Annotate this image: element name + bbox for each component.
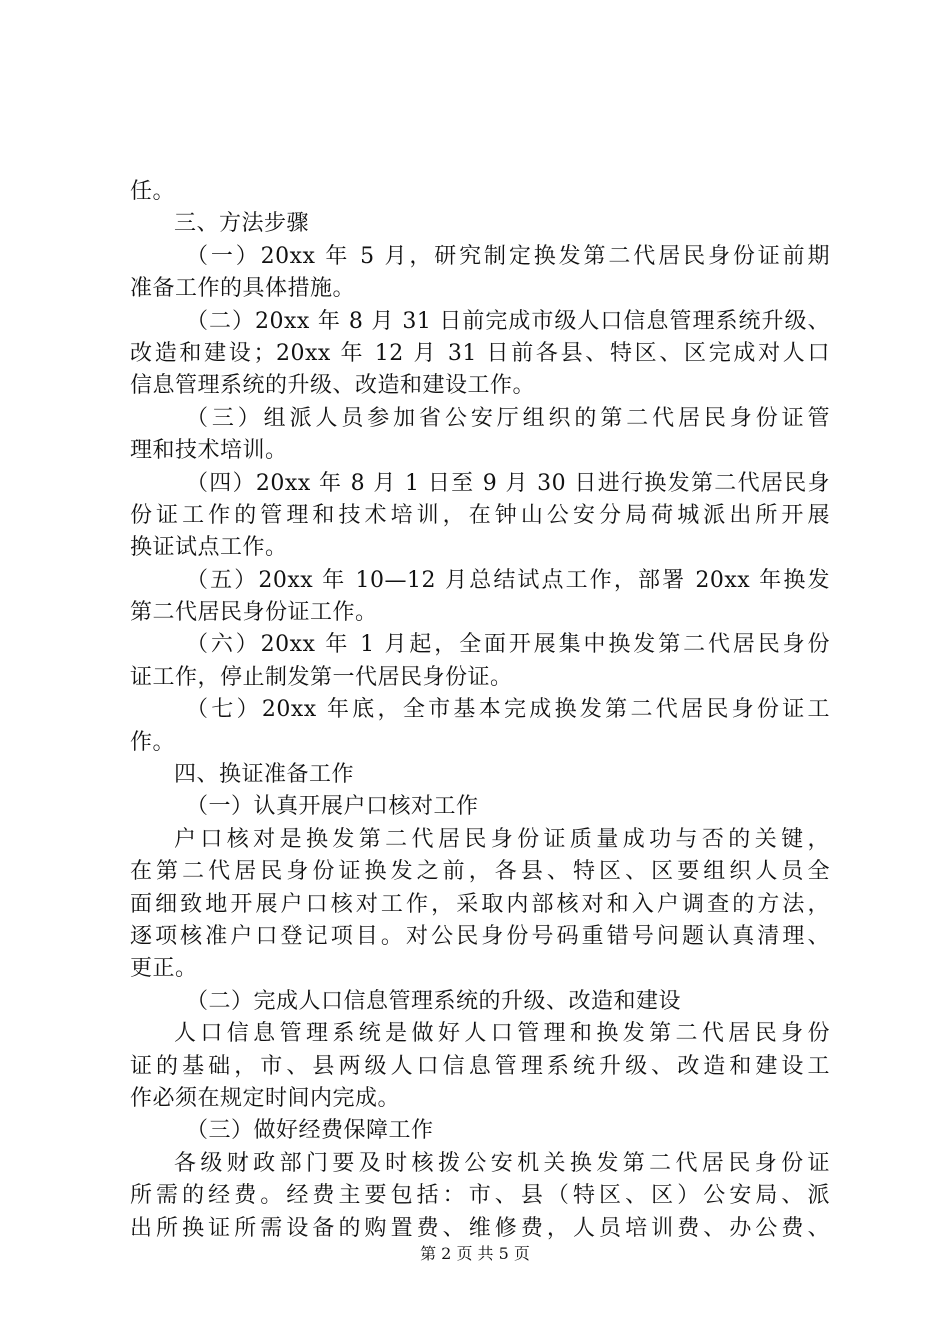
text-line: 各级财政部门要及时核拨公安机关换发第二代居民身份证: [174, 1150, 830, 1176]
text-line: （三）组派人员参加省公安厅组织的第二代居民身份证管: [186, 405, 830, 431]
text-line: 份证工作的管理和技术培训，在钟山公安分局荷城派出所开展: [130, 502, 830, 528]
document-body: [130, 176, 830, 1245]
text-line: （七）20xx 年底，全市基本完成换发第二代居民身份证工: [186, 697, 830, 723]
text-line: 作。: [130, 729, 176, 755]
text-line: 面细致地开展户口核对工作，采取内部核对和入户调查的方法，: [130, 891, 830, 917]
text-line: （一）认真开展户口核对工作: [186, 794, 479, 820]
text-line: 信息管理系统的升级、改造和建设工作。: [130, 373, 536, 399]
text-line: （二）20xx 年 8 月 31 日前完成市级人口信息管理系统升级、: [186, 308, 830, 334]
text-line: 四、换证准备工作: [174, 762, 355, 788]
text-line: （四）20xx 年 8 月 1 日至 9 月 30 日进行换发第二代居民身: [186, 470, 830, 496]
page-footer: 第 2 页 共 5 页: [420, 1244, 530, 1263]
text-line: 户口核对是换发第二代居民身份证质量成功与否的关键，: [174, 826, 830, 852]
text-line: （三）做好经费保障工作: [186, 1118, 434, 1144]
text-line: 准备工作的具体措施。: [130, 276, 356, 302]
text-line: （二）完成人口信息管理系统的升级、改造和建设: [186, 988, 682, 1014]
text-line: 更正。: [130, 956, 198, 982]
text-line: 作必须在规定时间内完成。: [130, 1085, 401, 1111]
text-line: 证的基础，市、县两级人口信息管理系统升级、改造和建设工: [130, 1053, 830, 1079]
text-line: 逐项核准户口登记项目。对公民身份号码重错号问题认真清理、: [130, 923, 830, 949]
text-line: （五）20xx 年 10—12 月总结试点工作，部署 20xx 年换发: [186, 567, 830, 593]
text-line: 所需的经费。经费主要包括：市、县（特区、区）公安局、派: [130, 1183, 830, 1209]
text-line: 三、方法步骤: [174, 211, 310, 237]
text-line: 改造和建设；20xx 年 12 月 31 日前各县、特区、区完成对人口: [130, 340, 830, 366]
text-line: 第二代居民身份证工作。: [130, 600, 378, 626]
text-line: 证工作，停止制发第一代居民身份证。: [130, 664, 513, 690]
text-line: 人口信息管理系统是做好人口管理和换发第二代居民身份: [174, 1021, 830, 1047]
text-line: （一）20xx 年 5 月，研究制定换发第二代居民身份证前期: [186, 243, 830, 269]
text-line: 出所换证所需设备的购置费、维修费，人员培训费、办公费、: [130, 1215, 830, 1241]
text-line: 理和技术培训。: [130, 438, 288, 464]
text-line: 任。: [130, 179, 176, 204]
text-line: 换证试点工作。: [130, 535, 288, 561]
text-line: 在第二代居民身份证换发之前，各县、特区、区要组织人员全: [130, 859, 830, 885]
text-line: （六）20xx 年 1 月起，全面开展集中换发第二代居民身份: [186, 632, 830, 658]
